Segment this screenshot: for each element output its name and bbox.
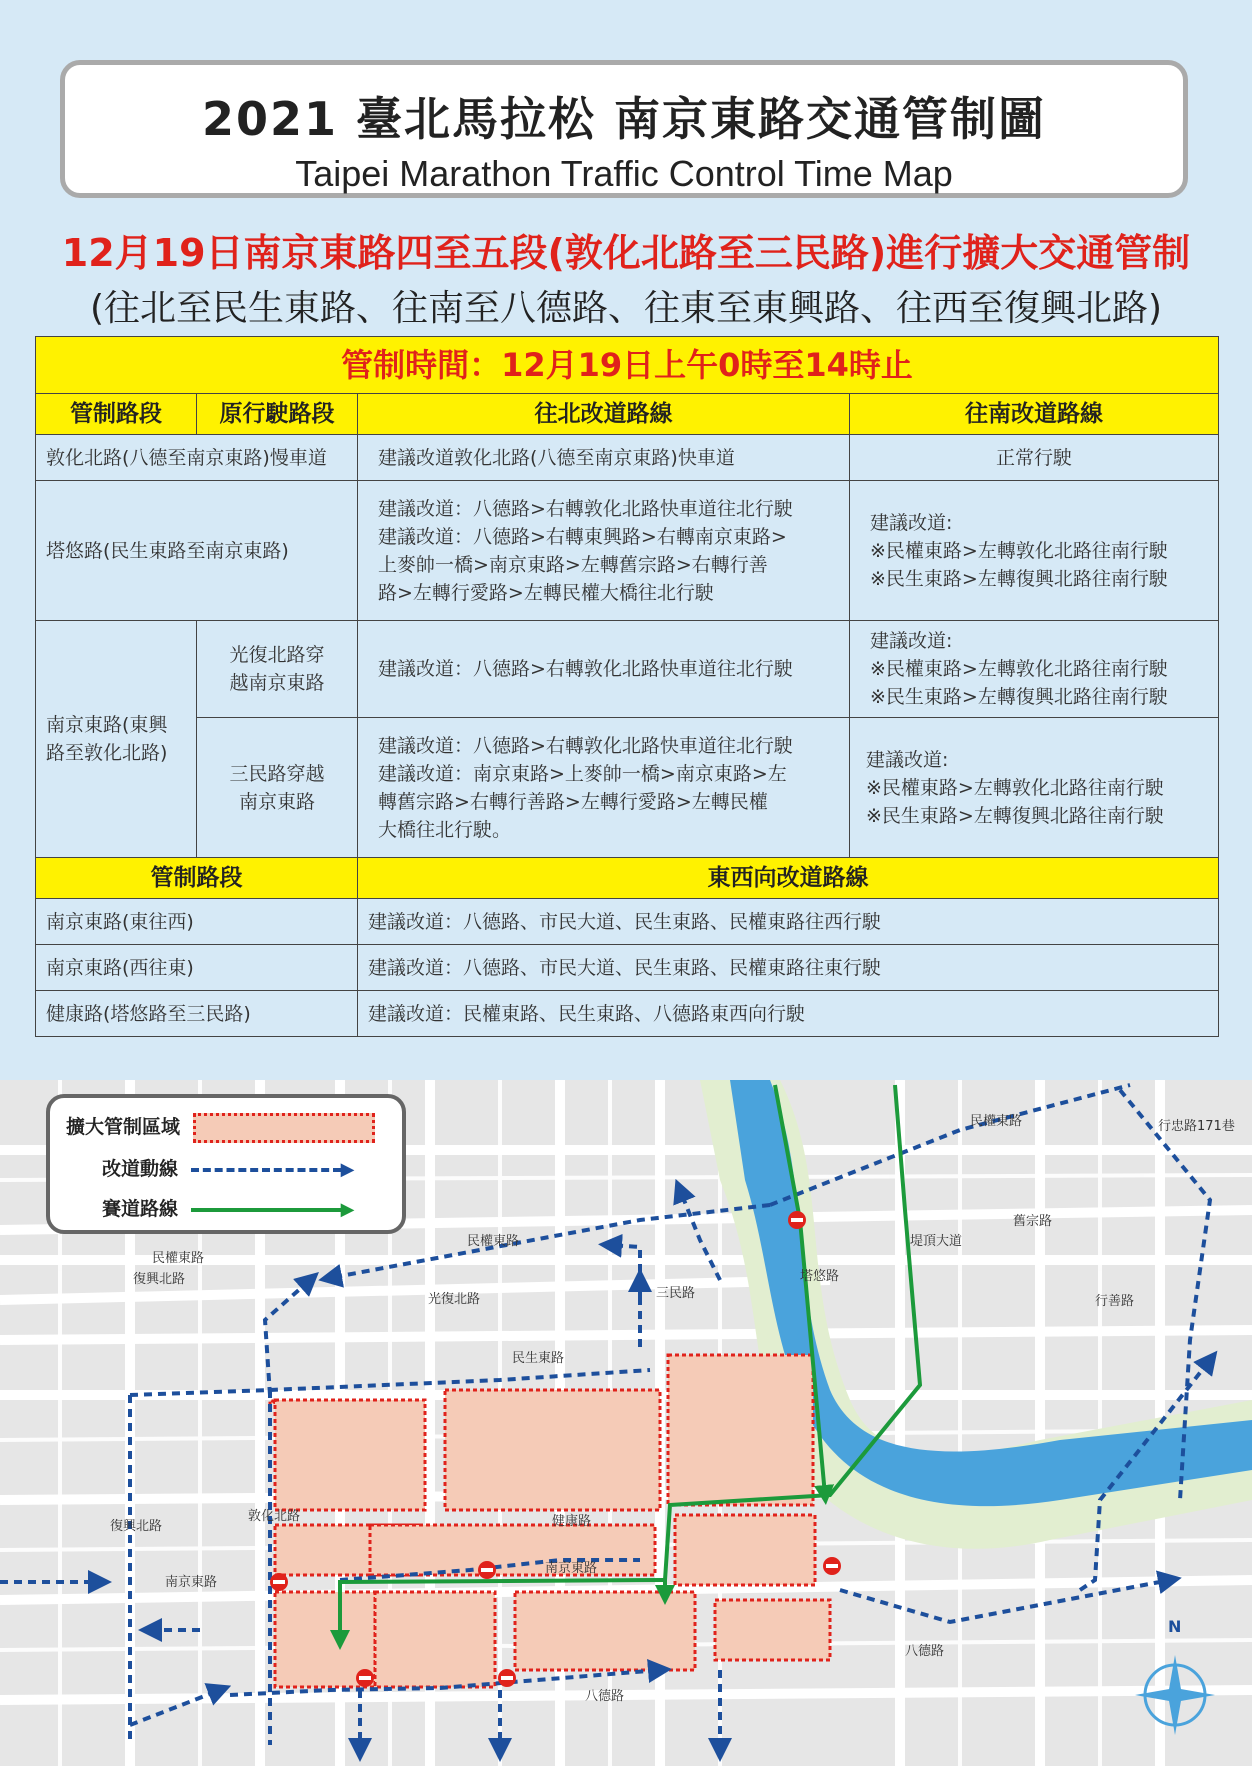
compass-north: N [1168,1617,1182,1636]
map-label-diding: 堤頂大道 [910,1234,963,1249]
header-segment: 管制路段 [36,394,197,435]
map-label-bade: 八德路 [905,1644,945,1659]
map-label-xingshan: 行善路 [1095,1294,1135,1309]
headline-scope: (往北至民生東路、往南至八德路、往東至東興路、往西至復興北路) [89,288,1163,329]
row-segment: 塔悠路(民生東路至南京東路) [36,481,358,621]
legend-race-arrow-icon: ▶ [340,1199,355,1220]
row-north: 建議改道敦化北路(八德至南京東路)快車道 [358,435,850,481]
row2-route: 建議改道：民權東路、民生東路、八德路東西向行駛 [358,991,1219,1037]
legend-area-label: 擴大管制區域 [66,1116,181,1138]
table-row [36,621,1219,718]
legend-area [66,1112,375,1143]
time-banner: 管制時間：12月19日上午0時至14時止 [36,337,1219,394]
sub-south: 建議改道: ※民權東路>左轉敦化北路往南行駛 ※民生東路>左轉復興北路往南行駛 [850,718,1219,858]
table-row [36,435,1219,481]
header2-route: 東西向改道路線 [358,858,1219,899]
table-row [36,899,1219,945]
header-row-2 [36,858,1219,899]
table-row [36,945,1219,991]
legend-race-swatch [191,1208,341,1212]
legend-area-swatch [193,1113,375,1143]
row2-segment: 南京東路(東往西) [36,899,358,945]
group-segment: 南京東路(東興 路至敦化北路) [36,621,197,858]
row2-route: 建議改道：八德路、市民大道、民生東路、民權東路往東行駛 [358,945,1219,991]
sub-north: 建議改道：八德路>右轉敦化北路快車道往北行駛 建議改道：南京東路>上麥帥一橋>南京東路>左 轉舊宗路>右轉行善路>左轉行愛路>左轉民權 大橋往北行駛。 [358,718,850,858]
sub-original: 光復北路穿 越南京東路 [197,621,358,718]
map-label-xingzhong: 行忠路171巷 [1158,1119,1235,1134]
row2-segment: 南京東路(西往東) [36,945,358,991]
sub-original: 三民路穿越 南京東路 [197,718,358,858]
title-box [60,60,1188,198]
header-original: 原行駛路段 [197,394,358,435]
map-label-fuxing: 復興北路 [110,1519,163,1534]
row-south: 正常行駛 [850,435,1219,481]
header2-segment: 管制路段 [36,858,358,899]
row-segment: 敦化北路(八德至南京東路)慢車道 [36,435,358,481]
map-label-bade: 八德路 [585,1689,625,1704]
sub-north: 建議改道：八德路>右轉敦化北路快車道往北行駛 [358,621,850,718]
map-legend [46,1094,406,1234]
map-label-minsheng: 民生東路 [512,1351,565,1366]
row-south: 建議改道: ※民權東路>左轉敦化北路往南行駛 ※民生東路>左轉復興北路往南行駛 [850,481,1219,621]
header-row [36,394,1219,435]
map-label-fuxing: 復興北路 [133,1272,186,1287]
headline-red: 12月19日南京東路四至五段(敦化北路至三民路)進行擴大交通管制 [61,231,1191,275]
legend-detour [102,1154,354,1181]
map-label-nanjing: 南京東路 [545,1561,598,1576]
map-label-tayou: 塔悠路 [800,1269,840,1284]
table-row [36,991,1219,1037]
map-label-dunhua: 敦化北路 [248,1509,301,1524]
row2-segment: 健康路(塔悠路至三民路) [36,991,358,1037]
header-south: 往南改道路線 [850,394,1219,435]
legend-race [102,1194,354,1221]
map-label-minquan: 民權東路 [970,1114,1023,1129]
sub-south: 建議改道: ※民權東路>左轉敦化北路往南行駛 ※民生東路>左轉復興北路往南行駛 [850,621,1219,718]
time-banner-row [36,337,1219,394]
map-label-guangfu: 光復北路 [428,1292,481,1307]
header-north: 往北改道路線 [358,394,850,435]
page-title: 2021 臺北馬拉松 南京東路交通管制圖 [201,92,1047,146]
table-row [36,718,1219,858]
legend-detour-arrow-icon: ▶ [340,1159,355,1180]
legend-race-label: 賽道路線 [102,1198,179,1220]
map-label-sanmin: 三民路 [656,1286,696,1301]
table-row [36,481,1219,621]
legend-detour-label: 改道動線 [102,1158,179,1180]
map-label-jiankang: 健康路 [552,1514,592,1529]
control-table [35,336,1219,1037]
map-label-nanjing: 南京東路 [165,1575,218,1590]
map-label-minquan: 民權東路 [467,1234,520,1249]
row2-route: 建議改道：八德路、市民大道、民生東路、民權東路往西行駛 [358,899,1219,945]
map-label-jiuzong: 舊宗路 [1013,1214,1053,1229]
legend-detour-swatch [191,1168,341,1172]
page-subtitle: Taipei Marathon Traffic Control Time Map [295,153,953,194]
map-label-minquan: 民權東路 [152,1251,205,1266]
row-north: 建議改道：八德路>右轉敦化北路快車道往北行駛 建議改道：八德路>右轉東興路>右轉南京東路> 上麥帥一橋>南京東路>左轉舊宗路>右轉行善 路>左轉行愛路>左轉民權大橋往北行駛 [358,481,850,621]
